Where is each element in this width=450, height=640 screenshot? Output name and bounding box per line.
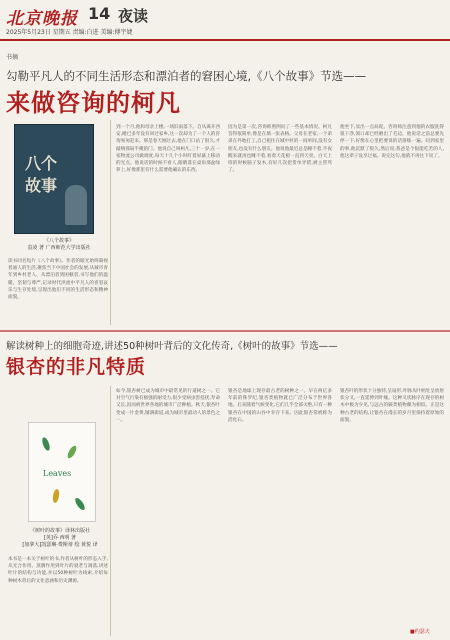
article2-author: ■约瑟夫 bbox=[410, 629, 430, 635]
cover-title-bottom: 故事 bbox=[25, 176, 58, 195]
article2-intro: 本书是一本关于树叶的书,作者从树叶的形态入手,从光合作用、蒸腾作用到叶片的衰老与凋落,讲述叶片的结构与功能,并以50种树叶为线索,介绍每种树木背后的文化意涵和历史渊源。 bbox=[8, 557, 108, 584]
leaf-icon bbox=[52, 489, 60, 504]
article2-column-3: 银杏是地球上现存最古老的树种之一。早在两亿多年前的侏罗纪,银杏类植物就已广泛分布于世界各地。后来随着气候变化,它们几乎全部灭绝,只有一种银杏在中国的山谷中幸存下来。因此银杏常被称为活化石。 bbox=[228, 389, 332, 423]
article2-column-2: 如今,银杏树已成为城市中最常见的行道树之一。它对空气污染有极强的耐受力,很少受病虫害侵扰,寿命又长,因而被世界各地的城市广泛种植。秋天,银杏叶变成一片金黄,铺满街道,成为城市里最动人的景色之一。 bbox=[116, 389, 220, 423]
article-divider bbox=[0, 330, 450, 332]
article2-column-4: 银杏叶的形状十分独特,呈扇形,叶脉从叶柄处呈放射状分叉,一直延伸到叶缘。这种叉状脉序在现存的树木中极为少见,与远古的蕨类植物颇为相似。正是这种古老的结构,让银杏在漫长的岁月里保持着原始的面貌。 bbox=[340, 389, 444, 423]
column-rule bbox=[110, 120, 111, 325]
dateline: 2025年5月23日 星期五 责编:白进 美编:傅宇婕 bbox=[6, 29, 133, 36]
cover-title-top: 八个 bbox=[25, 154, 58, 173]
page-header bbox=[0, 0, 450, 44]
masthead: 北京晚报 bbox=[6, 9, 78, 29]
header-rule bbox=[0, 39, 450, 41]
section-name: 夜读 bbox=[118, 7, 149, 25]
cover-decoration bbox=[65, 185, 87, 225]
article1-column-2: 到一个月,他和母亲上楼,一场旧雨落下。自从离开西安,她已多年没有回过家乡,这一次却为了一个人的咨询匆匆赶来。那是春天刚过去,他在门口站了很久,才敲响那扇半掩的门。他说自己叫柯凡,三十一岁,在一家物流公司做调度,每天十几个小时盯着屏幕上移动的光点。他说话的时候不看人,眼睛落在桌角那盆绿萝上,好像那里有什么需要他确认的东西。 bbox=[116, 125, 220, 174]
column-rule bbox=[110, 386, 111, 636]
article1-column-4: 他坐下,显出一点局促。咨询师注意到他的衣服洗得很干净,领口却已经磨出了毛边。他说话之前总要先停一下,好像在心里把要说的话排练一遍。问到家里的事,他沉默了很久,然后说,我爸是个很能吃苦的人,他这辈子没享过福。说完这句,他就不再往下说了。 bbox=[340, 125, 444, 159]
article1-book-cover bbox=[14, 124, 94, 234]
article1-column-3: 因为是第一次,咨询师照例问了一些基本情况。柯凡答得很简单,像是在填一张表格。父母在老家,一个弟弟在外地打工,自己租住在城中村的一间单间,没有女朋友,也没有什么朋友。他说他最近总是睡不着,半夜醒来就再也睡不着,看着天花板一直到天亮。白天上班的时候脑子发木,有好几次把货单弄错,被主管骂了。 bbox=[228, 125, 332, 174]
leaf-icon bbox=[41, 436, 51, 451]
article2-caption: 《树叶的故事》译林出版社 [英]乔·西明 著 [加拿大]凯瑟琳·费斯蒂 绘 黄悦 译 bbox=[22, 528, 98, 549]
article2-title: 银杏的非凡特质 bbox=[6, 356, 147, 378]
article1-intro: 读书同名短片《八个故事》。作者的眼光始终凝视普通人的生活,聚焦当下中国社会的发展,从城市青年到乡村老人、从漂泊者到困顿者,书写他们的温暖、坚韧与尊严,记录时代洪流中平凡人的喜怒哀乐与生存处境,呈现出他们不同的生活形态和精神面貌。 bbox=[8, 259, 108, 301]
article1-subtitle: 勾勒平凡人的不同生活形态和漂泊者的窘困心境,《八个故事》节选—— bbox=[6, 69, 367, 83]
article1-title: 来做咨询的柯凡 bbox=[6, 89, 181, 117]
article1-tag: 书摘 bbox=[6, 54, 19, 61]
article2-book-cover bbox=[28, 422, 96, 522]
leaf-icon bbox=[74, 497, 87, 512]
article2-subtitle: 解读树种上的细胞奇迹,讲述50种树叶背后的文化传奇,《树叶的故事》节选—— bbox=[6, 341, 338, 352]
leaf-icon bbox=[66, 444, 78, 459]
cover-title: Leaves bbox=[43, 469, 72, 478]
page-number: 14 bbox=[88, 4, 111, 23]
article1-caption: 《八个故事》 袁凌 著 广西师范大学出版社 bbox=[27, 238, 91, 252]
